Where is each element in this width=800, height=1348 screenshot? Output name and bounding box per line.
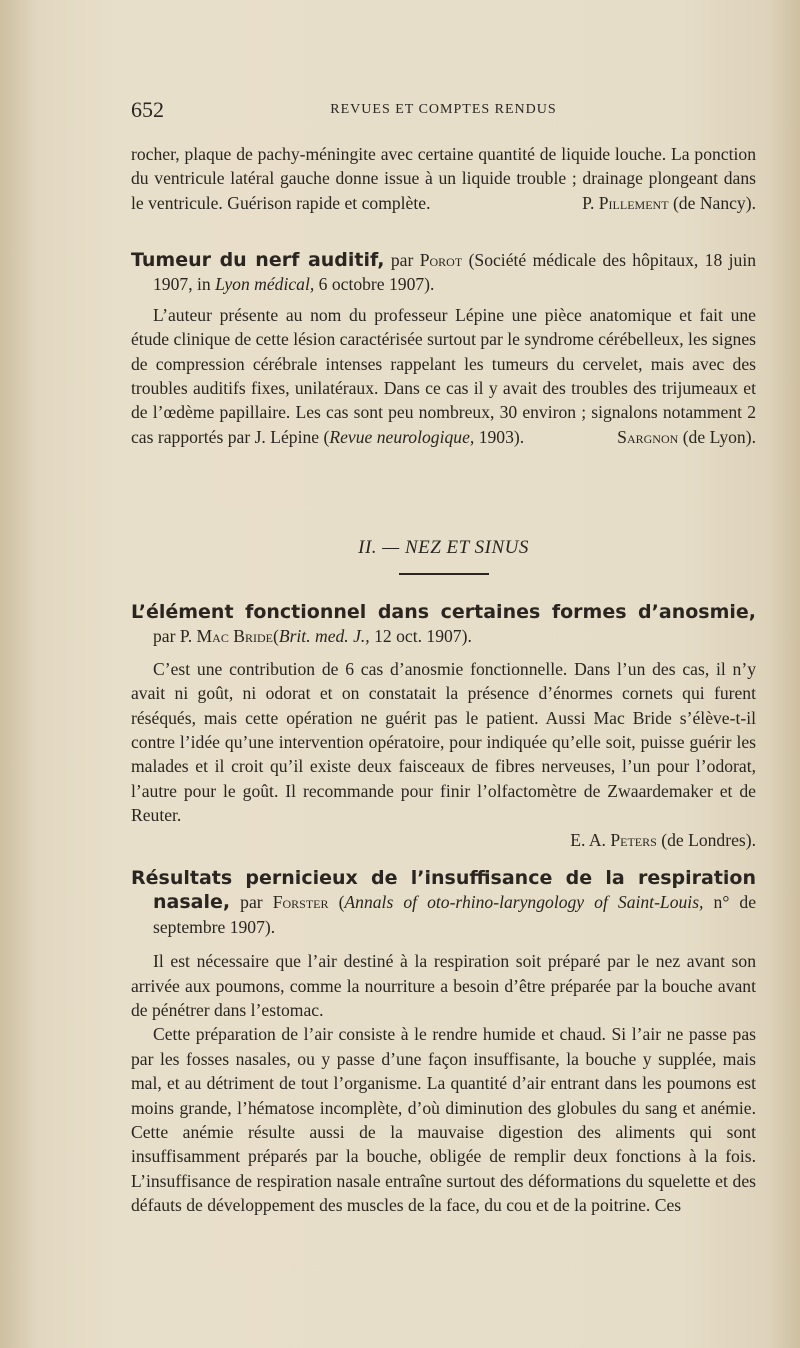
entry3-para1: Il est nécessaire que l’air destiné à la respiration soit préparé par le nez avant son arrivée aux poumons, comme la nourriture a besoin d’être préparée par la bouche avant de pénétrer dans l’estomac. bbox=[131, 951, 756, 1021]
section-title: II. — NEZ ET SINUS bbox=[358, 537, 529, 558]
entry3-author: Forster bbox=[272, 892, 329, 913]
entry1-title: Tumeur du nerf auditif, bbox=[131, 249, 385, 271]
page-number: 652 bbox=[131, 97, 164, 122]
entry2-heading bbox=[131, 600, 756, 649]
entry-continuation bbox=[131, 142, 756, 215]
signature-name: Sargnon bbox=[617, 426, 679, 447]
entry2-source-open: ( bbox=[272, 626, 279, 647]
signature-name: Pillement bbox=[598, 192, 669, 213]
entry2-title: L’élément fonctionnel dans certaines formes d’anosmie, bbox=[131, 601, 756, 623]
entry2-par: par P. bbox=[153, 626, 193, 647]
entry3-source-journal: Annals of oto-rhino-laryngology of Saint-Louis, bbox=[344, 892, 704, 913]
entry2-source-journal: Brit. med. J., bbox=[278, 626, 370, 647]
signature-place: (de Nancy). bbox=[672, 192, 756, 213]
entry3-source-rest: n° de septembre 1907). bbox=[153, 892, 757, 937]
entry3-par: par bbox=[240, 892, 263, 913]
entry-tumeur-nerf-auditif bbox=[131, 248, 756, 449]
entry3-title: Résultats pernicieux de l’insuffisance de la respiration nasale, bbox=[131, 867, 756, 914]
signature-place: (de Lyon). bbox=[682, 426, 756, 447]
entry1-source-a: (Société médicale des hôpitaux, 18 juin 1907, in bbox=[153, 250, 756, 295]
entry2-source-rest: 12 oct. 1907). bbox=[374, 626, 472, 647]
entry1-par: par bbox=[390, 250, 414, 270]
entry1-body-text: L’auteur présente au nom du professeur Lépine une pièce anatomique et fait une étude clinique de cette lésion caractérisée surtout par le syndrome cérébelleux, les signes de compression cérébrale intenses rappelant les tumeurs du cervelet, mais avec des troubles auditifs fixes, unilatéraux. Dans ce cas il y avait des troubles des trijumeaux et de l’œdème papillaire. Les cas sont peu nombreux, 30 environ ; signalons notamment 2 cas rapportés par J. Lépine bbox=[131, 304, 756, 447]
entry-respiration-nasale bbox=[131, 866, 756, 1218]
signature-name: Peters bbox=[610, 829, 657, 850]
section-heading bbox=[131, 537, 756, 575]
entry1-author: Porot bbox=[419, 250, 463, 270]
entry1-heading bbox=[131, 248, 756, 297]
entry3-heading bbox=[131, 866, 756, 939]
entry1-ref-close: 1903). bbox=[478, 426, 525, 447]
section-rule bbox=[399, 573, 489, 575]
entry3-para2: Cette préparation de l’air consiste à le rendre humide et chaud. Si l’air ne passe pas par les fosses nasales, ou y passe d’une façon insuffisante, la bouche y supplée, mais mal, et au détriment de tout l’organisme. La quantité d’air entrant dans les poumons est moins grande, l’hématose incomplète, d’où diminution des globules du sang et anémie. Cette anémie résulte aussi de la mauvaise digestion des aliments qui sont insuffisamment préparés par la bouche, obligée de remplir deux fonctions à la fois. L’insuffisance de respiration nasale entraîne surtout des déformations du squelette et des défauts de développement des muscles de la face, du cou et de la poitrine. Ces bbox=[131, 1024, 756, 1216]
running-header bbox=[131, 97, 756, 121]
entry1-source-b: 6 octobre 1907). bbox=[318, 274, 435, 295]
entry1-ref-journal: Revue neurologique, bbox=[329, 426, 475, 447]
entry1-ref-open: ( bbox=[323, 426, 330, 447]
entry2-author: Mac Bride bbox=[196, 626, 273, 647]
signature-place: (de Londres). bbox=[661, 829, 756, 850]
entry2-body: C’est une contribution de 6 cas d’anosmie fonctionnelle. Dans l’un des cas, il n’y avait ni goût, ni odorat et on constatait la présence d’énormes cornets qui furent réséqués, mais cette opération ne guérit pas le patient. Aussi Mac Bride s’élève-t-il contre l’idée qu’une intervention opératoire, pour indiquée qu’elle soit, puisse guérir les malades et il croit qu’il existe deux faisceaux de fibres nerveuses, l’un pour l’odorat, l’autre pour le goût. Il recommande pour finir l’olfactomètre de Zwaardemaker et de Reuter. bbox=[131, 658, 756, 826]
signature-initial: E. A. bbox=[570, 829, 606, 850]
entry-anosmie bbox=[131, 600, 756, 852]
running-title: REVUES ET COMPTES RENDUS bbox=[330, 102, 557, 117]
entry2-signature bbox=[131, 828, 756, 852]
signature-initial: P. bbox=[582, 192, 595, 213]
entry3-source-open: ( bbox=[338, 892, 345, 913]
entry0-body: rocher, plaque de pachy-méningite avec certaine quantité de liquide louche. La ponction du ventricule latéral gauche donne issue à un liquide trouble ; drainage plongeant dans le ventricule. Guérison rapide et complète. bbox=[131, 144, 756, 213]
entry1-source-journal: Lyon médical, bbox=[215, 274, 315, 295]
